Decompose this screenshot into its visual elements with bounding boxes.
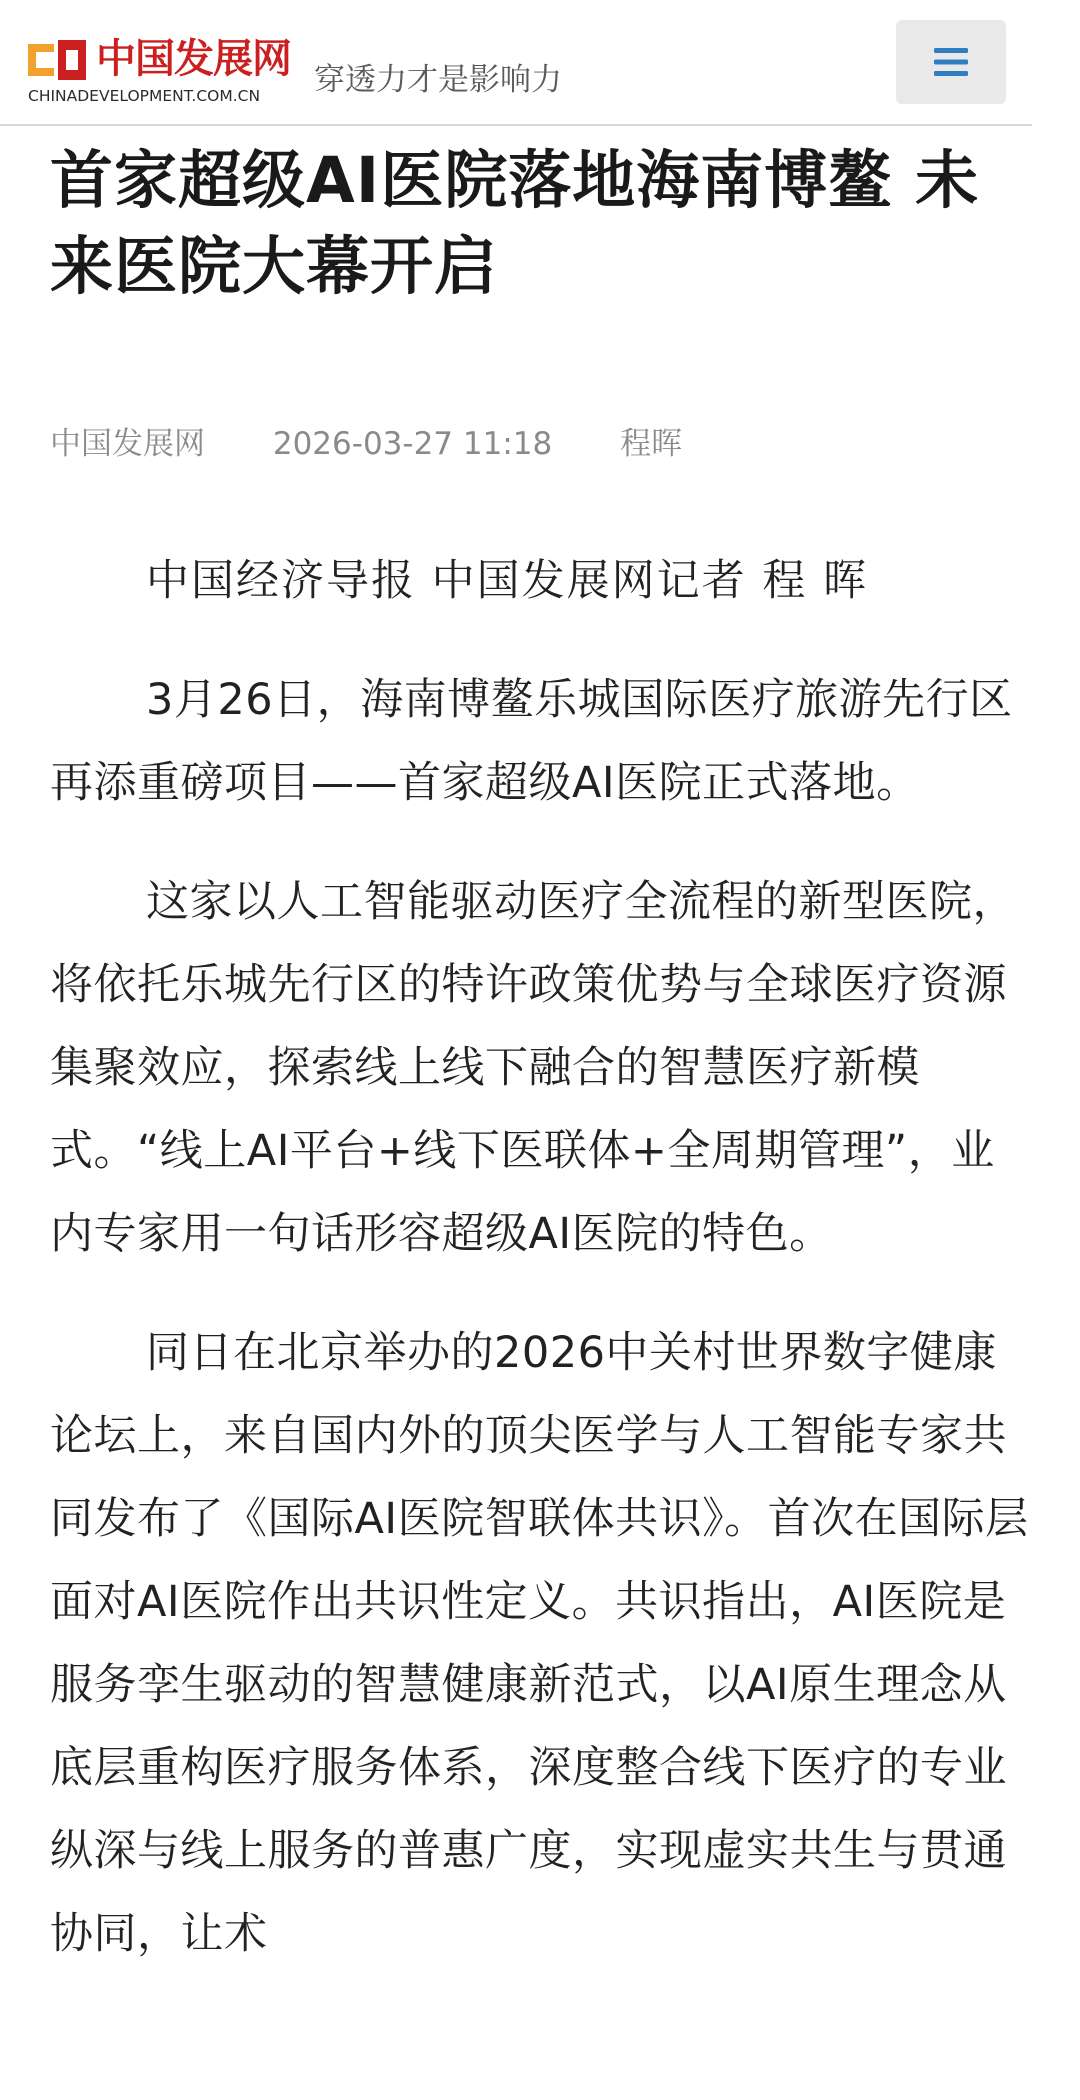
site-name: 中国发展网 — [96, 36, 291, 82]
site-slogan: 穿透力才是影响力 — [314, 62, 562, 98]
site-domain: CHINADEVELOPMENT.COM.CN — [28, 87, 261, 105]
article-source[interactable]: 中国发展网 — [50, 426, 205, 462]
article-paragraph: 这家以人工智能驱动医疗全流程的新型医院，将依托乐城先行区的特许政策优势与全球医疗资源集聚效应，探索线上线下融合的智慧医疗新模式。“线上AI平台+线下医联体+全周期管理”，业内专家用一句话形容超级AI医院的特色。 — [50, 877, 1016, 1259]
article-author: 程晖 — [620, 426, 683, 462]
hamburger-menu-icon — [934, 48, 968, 76]
article-meta — [50, 424, 682, 464]
article-datetime: 2026-03-27 11:18 — [272, 426, 553, 462]
article-paragraph: 3月26日，海南博鳌乐城国际医疗旅游先行区再添重磅项目——首家超级AI医院正式落地。 — [50, 675, 1013, 808]
article-byline: 中国经济导报 中国发展网记者 程 晖 — [146, 556, 869, 606]
article-body — [50, 540, 1030, 2012]
article-title: 首家超级AI医院落地海南博鳌 未来医院大幕开启 — [50, 144, 980, 303]
site-header — [0, 0, 1032, 126]
article-paragraph: 同日在北京举办的2026中关村世界数字健康论坛上，来自国内外的顶尖医学与人工智能专家共同发布了《国际AI医院智联体共识》。首次在国际层面对AI医院作出共识性定义。共识指出，AI医院是服务孪生驱动的智慧健康新范式，以AI原生理念从底层重构医疗服务体系，深度整合线下医疗的专业纵深与线上服务的普惠广度，实现虚实共生与贯通协同，让术 — [50, 1328, 1029, 1959]
logo-mark-icon — [28, 40, 88, 80]
site-logo[interactable] — [28, 34, 290, 108]
menu-button[interactable] — [896, 20, 1006, 104]
